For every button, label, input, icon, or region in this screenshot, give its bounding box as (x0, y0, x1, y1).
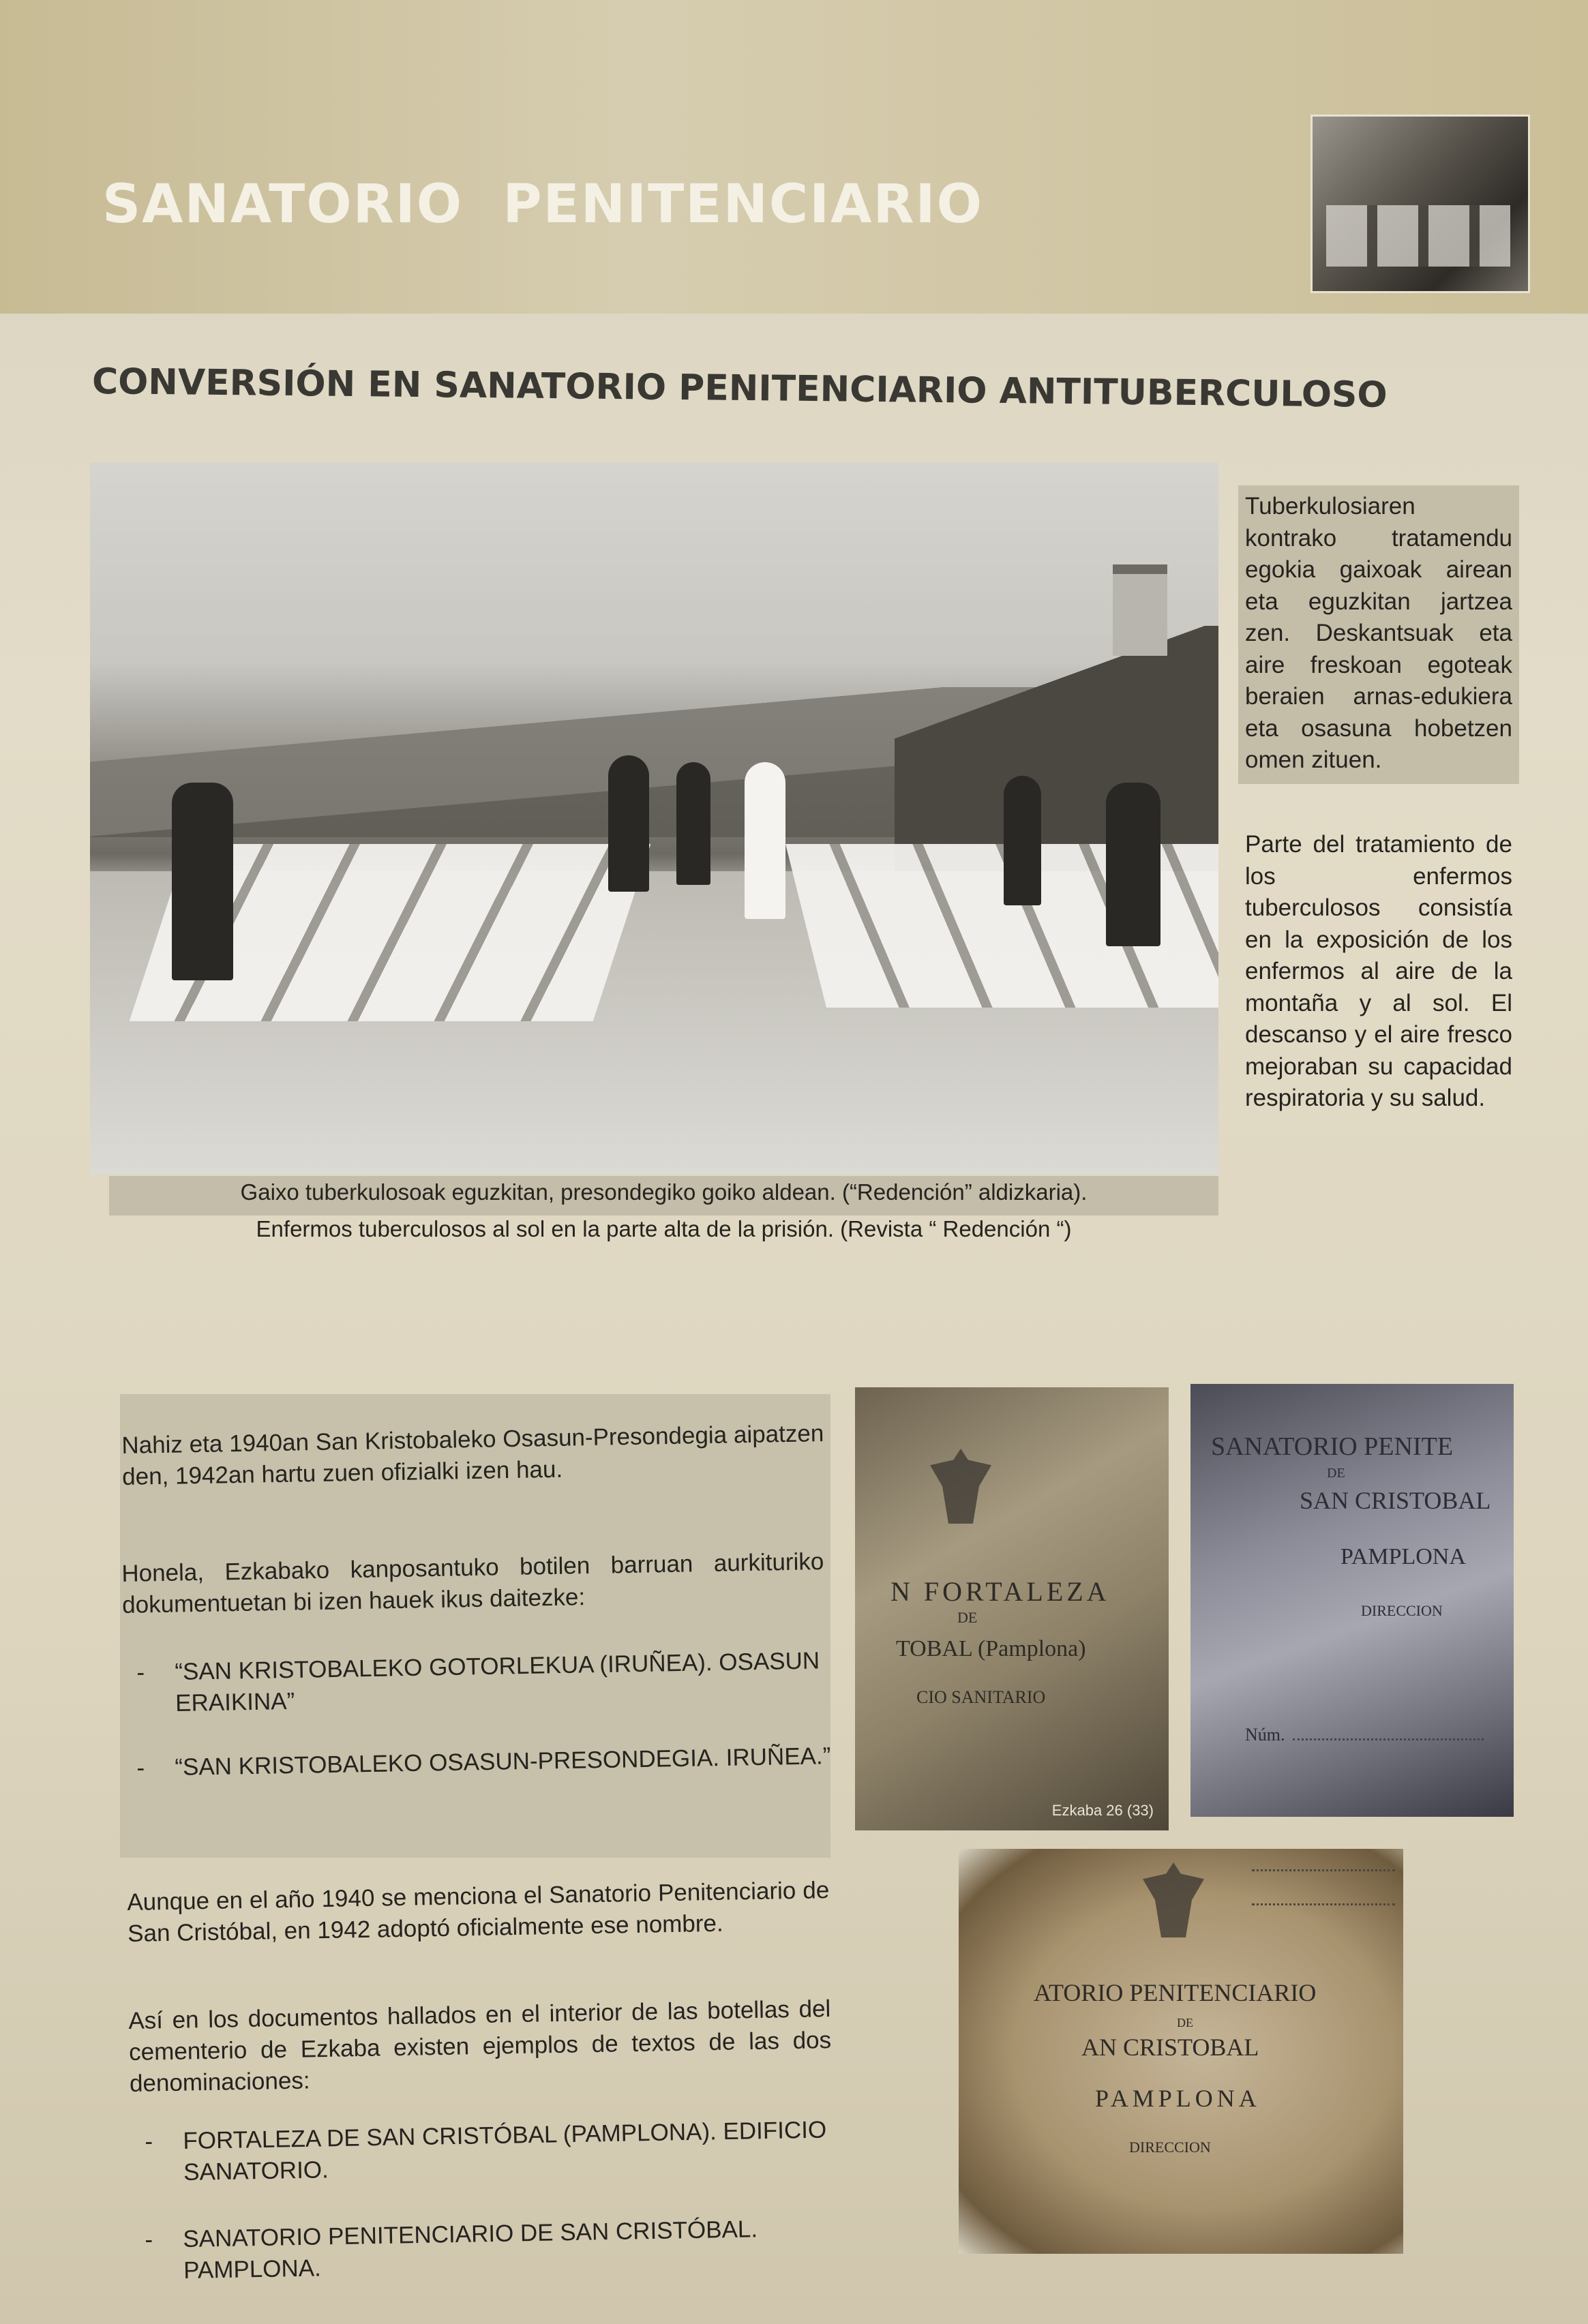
doc2-line-2: DE (1327, 1466, 1345, 1481)
doc3-dotted-line (1252, 1903, 1395, 1905)
page-title: SANATORIO PENITENCIARIO (102, 174, 983, 235)
photo-watchtower (1113, 564, 1167, 656)
side-text-spanish: Parte del tratamiento de los enfermos tuberculosos consistía en la exposición de los enfermos al aire de la montaña y al sol. El descanso y el aire fresco mejoraban su capacidad respiratoria y su salud. (1245, 831, 1512, 1111)
lower-basque-list-item-1 (136, 1645, 857, 1719)
doc2-line-3: SAN CRISTOBAL (1300, 1487, 1491, 1514)
doc1-credit: Ezkaba 26 (33) (1051, 1802, 1154, 1819)
doc2-dotted-line (1293, 1738, 1484, 1740)
doc2-line-5: DIRECCION (1361, 1602, 1443, 1619)
list-dash: - (145, 2128, 153, 2155)
header-photo-thumbnail (1310, 115, 1530, 293)
doc3-dotted-line (1252, 1869, 1395, 1871)
document-photo-sanatorio-brown (959, 1849, 1403, 2254)
lower-basque-paragraph-2: Honela, Ezkabako kanposantuko botilen barruan aurkituriko dokumentuetan bi izen hauek ikus daitezke: (121, 1548, 824, 1618)
lower-spanish-paragraph-1: Aunque en el año 1940 se menciona el Sanatorio Penitenciario de San Cristóbal, en 1942 adoptó oficialmente ese nombre. (127, 1877, 830, 1947)
doc1-line-1: N FORTALEZA (890, 1576, 1110, 1607)
doc2-line-4: PAMPLONA (1340, 1544, 1466, 1569)
doc1-line-4: CIO SANITARIO (916, 1687, 1046, 1707)
doc3-line-1: ATORIO PENITENCIARIO (1034, 1979, 1317, 2006)
document-photo-sanatorio-blue (1190, 1384, 1514, 1817)
list-dash: - (136, 1659, 145, 1686)
photo-figure (608, 755, 649, 892)
lower-spanish-list-item-2 (145, 2212, 865, 2287)
photo-figure (1106, 783, 1160, 946)
list-dash: - (136, 1754, 145, 1781)
section-heading: CONVERSIÓN EN SANATORIO PENITENCIARIO ANTITUBERCULOSO (91, 361, 1388, 416)
lower-spanish-list-item-1 (145, 2114, 865, 2188)
photo-figure (676, 762, 710, 885)
lower-basque-list-text-2: “SAN KRISTOBALEKO OSASUN-PRESONDEGIA. IRUÑEA.” (175, 1742, 831, 1781)
doc2-line-1: SANATORIO PENITE (1211, 1432, 1454, 1461)
coat-of-arms-icon (1143, 1862, 1204, 1937)
thumbnail-beds-detail (1326, 205, 1510, 267)
document-photo-fortaleza (855, 1387, 1169, 1830)
doc3-line-2: DE (1177, 2016, 1193, 2029)
lower-basque-list-text-1: “SAN KRISTOBALEKO GOTORLEKUA (IRUÑEA). OSASUN ERAIKINA” (175, 1647, 820, 1717)
photo-caption-spanish: Enfermos tuberculosos al sol en la parte alta de la prisión. (Revista “ Redención “) (256, 1216, 1072, 1241)
photo-figure (1004, 776, 1041, 905)
doc2-line-6: Núm. (1245, 1725, 1285, 1745)
coat-of-arms-icon (930, 1449, 991, 1524)
lower-basque-paragraph-1: Nahiz eta 1940an San Kristobaleko Osasun-Presondegia aipatzen den, 1942an hartu zuen ofizialki izen hau. (121, 1420, 824, 1490)
lower-spanish-list-text-1: FORTALEZA DE SAN CRISTÓBAL (PAMPLONA). EDIFICIO SANATORIO. (183, 2116, 827, 2186)
doc3-line-5: DIRECCION (1129, 2139, 1211, 2156)
lower-spanish-paragraph-2: Así en los documentos hallados en el interior de las botellas del cementerio de Ezkaba existen ejemplos de textos de las dos denominaciones: (128, 1995, 832, 2097)
doc3-line-3: AN CRISTOBAL (1081, 2034, 1259, 2061)
doc1-line-3: TOBAL (Pamplona) (896, 1636, 1086, 1661)
doc3-line-4: PAMPLONA (1095, 2085, 1261, 2112)
side-text-basque: Tuberkulosiaren kontrako tratamendu egokia gaixoak airean eta eguzkitan jartzea zen. Deskantsuak eta aire freskoan egoteak beraien arnas-edukiera eta osasuna hobetzen omen zituen. (1245, 493, 1512, 773)
doc1-line-2: DE (957, 1609, 978, 1626)
list-dash: - (145, 2226, 153, 2253)
photo-caption-basque: Gaixo tuberkulosoak eguzkitan, presondegiko goiko aldean. (“Redención” aldizkaria). (240, 1179, 1088, 1205)
photo-nurse (745, 762, 785, 919)
main-photo-patients-in-sun (90, 462, 1218, 1175)
lower-spanish-list-text-2: SANATORIO PENITENCIARIO DE SAN CRISTÓBAL. PAMPLONA. (183, 2216, 758, 2284)
photo-figure (172, 783, 233, 980)
